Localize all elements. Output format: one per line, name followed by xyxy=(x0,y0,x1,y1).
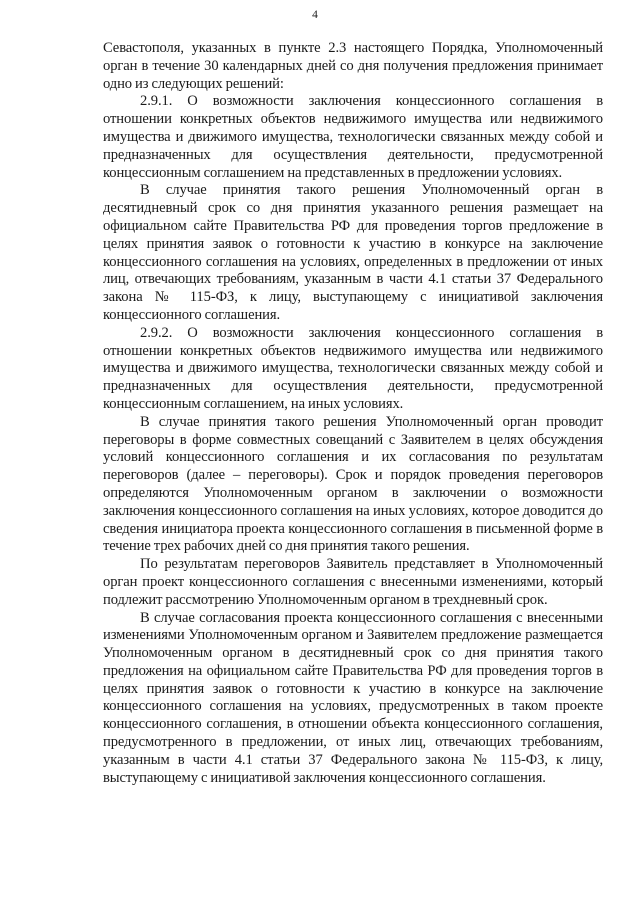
page-number: 4 xyxy=(312,9,318,21)
paragraph-2-9-1-decision: В случае принятия такого решения Уполномоченный орган в десятидневный срок со дня принятия указанного решения размещает на официальном сайте Правительства РФ для проведения торгов предложение в целях принятия заявок о готовности к участию в конкурсе на заключение концессионного соглашения на условиях, определенных в предложении от иных лиц, отвечающих требованиям, указанным в части 4.1 статьи 37 Федерального закона № 115-ФЗ, к лицу, выступающему с инициативой заключения концессионного соглашения. xyxy=(103,182,603,323)
document-body xyxy=(103,40,603,787)
paragraph-2-9-1: 2.9.1. О возможности заключения концессионного соглашения в отношении конкретных объектов недвижимого имущества или недвижимого имущества и движимого имущества, технологически связанных между собой и предназначенных для осуществления деятельности, предусмотренной концессионным соглашением на представленных в предложении условиях. xyxy=(103,93,603,181)
paragraph-negotiation-results: По результатам переговоров Заявитель представляет в Уполномоченный орган проект концессионного соглашения с внесенными изменениями, который подлежит рассмотрению Уполномоченным органом в трехдневный срок. xyxy=(103,556,603,608)
paragraph-2-9-2-negotiations: В случае принятия такого решения Уполномоченный орган проводит переговоры в форме совместных совещаний с Заявителем в целях обсуждения условий концессионного соглашения и их согласования по результатам переговоров (далее – переговоры). Срок и порядок проведения переговоров определяются Уполномоченным органом в заключении о возможности заключения концессионного соглашения на иных условиях, которое доводится до сведения инициатора проекта концессионного соглашения в письменной форме в течение трех рабочих дней со дня принятия такого решения. xyxy=(103,413,603,555)
paragraph-2-9-2: 2.9.2. О возможности заключения концессионного соглашения в отношении конкретных объектов недвижимого имущества или недвижимого имущества и движимого имущества, технологически связанных между собой и предназначенных для осуществления деятельности, предусмотренной концессионным соглашением, на иных условиях. xyxy=(103,324,603,412)
paragraph-agreement-approval: В случае согласования проекта концессионного соглашения с внесенными изменениями Уполномоченным органом и Заявителем предложение размещается Уполномоченным органом в десятидневный срок со дня принятия такого предложения на официальном сайте Правительства РФ для проведения торгов в целях принятия заявок о готовности к участию в конкурсе на заключение концессионного соглашения на условиях, предусмотренных в таком проекте концессионного соглашения, в отношении объекта концессионного соглашения, предусмотренного в предложении, от иных лиц, отвечающих требованиям, указанным в части 4.1 статьи 37 Федерального закона № 115-ФЗ, к лицу, выступающему с инициативой заключения концессионного соглашения. xyxy=(103,609,603,786)
paragraph-continuation: Севастополя, указанных в пункте 2.3 настоящего Порядка, Уполномоченный орган в течение 30 календарных дней со дня получения предложения принимает одно из следующих решений: xyxy=(103,40,603,92)
